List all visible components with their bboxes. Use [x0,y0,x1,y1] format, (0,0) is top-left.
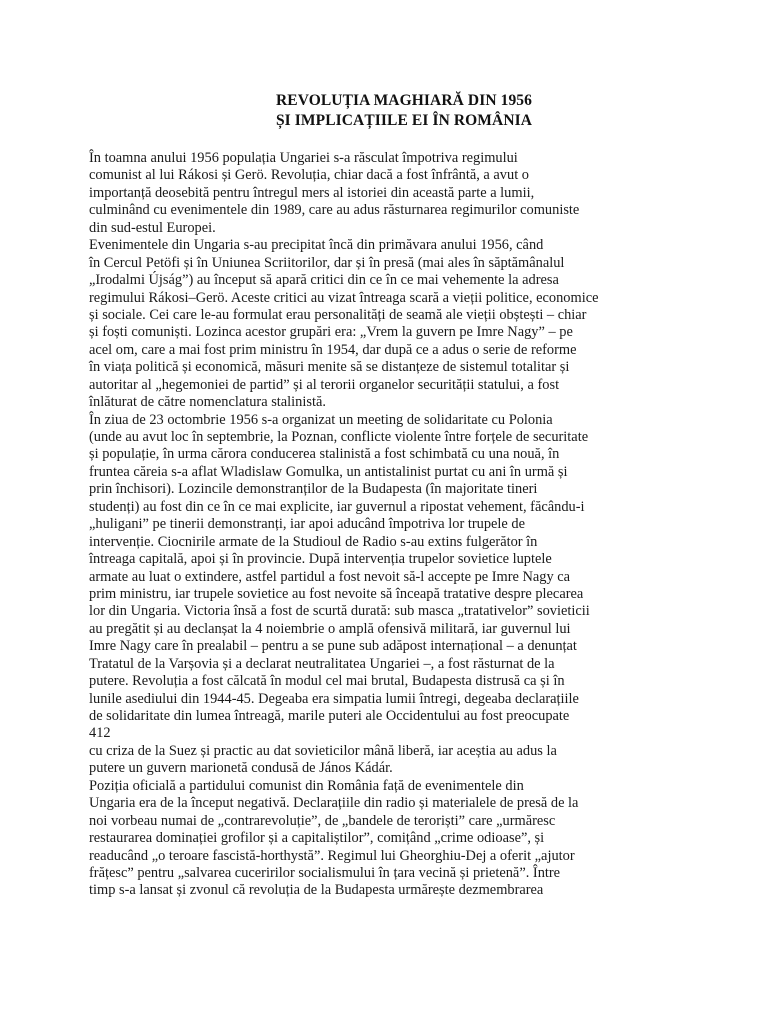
text-line: Ungaria era de la început negativă. Declarațiile din radio și materialele de presă de la [89,795,579,812]
document-body [89,150,729,900]
text-line: în viața politică și economică, măsuri menite să se distanțeze de sistemul totalitar și [89,359,570,376]
text-line: studenți) au fost din ce în ce mai explicite, iar guvernul a ripostat vehement, făcându-i [89,498,585,515]
text-line: Imre Nagy care în prealabil – pentru a se pune sub adăpost internațional – a denunțat [89,638,577,655]
text-line: timp s-a lansat și zvonul că revoluția de la Budapesta urmărește dezmembrarea [89,882,544,899]
text-line: și foști comuniști. Lozinca acestor grupări era: „Vrem la guvern pe Imre Nagy” – pe [89,324,573,341]
text-line: de solidaritate din lumea întreagă, marile puteri ale Occidentului au fost preocupate [89,708,570,724]
text-line: readucând „o teroare fascistă-horthystă”. Regimul lui Gheorghiu-Dej a oferit „ajutor [89,847,575,864]
text-line: „Irodalmi Újság”) au început să apară critici din ce în ce mai vehemente la adresa [89,272,559,289]
text-line: armate au luat o extindere, astfel partidul a fost nevoit să-l accepte pe Imre Nagy ca [89,568,571,585]
text-line: Evenimentele din Ungaria s-au precipitat încă din primăvara anului 1956, când [89,237,544,254]
text-line: din sud-estul Europei. [89,219,216,236]
text-line: regimului Rákosi–Gerö. Aceste critici au vizat întreaga scară a vieții politice, economice [89,289,599,306]
text-line: au pregătit și au declanșat la 4 noiembrie o amplă ofensivă militară, iar guvernul lui [89,620,571,637]
text-line: prin închisori). Lozincile demonstranților de la Budapesta (în majoritate tineri [89,481,538,498]
document-title-line-2: ȘI IMPLICAȚIILE EI ÎN ROMÂNIA [275,112,533,129]
text-line: intervenție. Ciocnirile armate de la Studioul de Radio s-au extins fulgerător în [89,533,538,550]
text-line: putere un guvern marionetă condusă de János Kádár. [89,760,393,777]
text-line: comunist al lui Rákosi și Gerö. Revoluția, chiar dacă a fost înfrântă, a avut o [89,167,529,184]
page-number: 412 [89,725,111,742]
text-line: culminând cu evenimentele din 1989, care au adus răsturnarea regimurilor comuniste [89,202,580,219]
text-line: restaurarea dominației grofilor și a capitaliștilor”, comițând „crime odioase”, și [89,830,545,847]
text-line: Tratatul de la Varșovia și a declarat neutralitatea Ungariei –, a fost răsturnat de la [89,655,555,672]
text-line: În ziua de 23 octombrie 1956 s-a organizat un meeting de solidaritate cu Polonia [89,411,553,428]
text-line: Poziția oficială a partidului comunist din România față de evenimentele din [89,777,524,794]
text-line: înlăturat de către nomenclatura stalinistă. [89,394,326,411]
document-title-line-1: REVOLUȚIA MAGHIARĂ DIN 1956 [275,92,532,109]
text-line: fruntea căreia s-a aflat Wladislaw Gomulka, un antistalinist purtat cu ani în urmă și [89,463,568,480]
text-line: prim ministru, iar trupele sovietice au fost nevoite să înceapă tratative despre plecarea [89,585,584,602]
text-line: (unde au avut loc în septembrie, la Poznan, conflicte violente între forțele de securitate [89,429,589,445]
text-line: autoritar al „hegemoniei de partid” și al terorii organelor securității statului, a fost [89,376,560,393]
text-line: lor din Ungaria. Victoria însă a fost de scurtă durată: sub masca „tratativelor” sovieticii [89,603,590,620]
text-line: lunile asediului din 1944-45. Degeaba era simpatia lumii întregi, degeaba declarațiile [89,690,579,707]
text-line: noi vorbeau numai de „contrarevoluție”, de „bandele de teroriști” care „urmăresc [89,812,556,829]
text-line: și populație, în urma cărora conducerea stalinistă a fost schimbată cu una nouă, în [89,446,560,463]
text-line: putere. Revoluția a fost călcată în modul cel mai brutal, Budapesta distrusă ca și în [89,673,565,690]
text-line: „huligani” pe tinerii demonstranți, iar apoi aducând împotriva lor trupele de [89,516,525,533]
text-line: acel om, care a mai fost prim ministru în 1954, dar după ce a adus o serie de reforme [89,341,577,358]
text-line: în Cercul Petöfi și în Uniunea Scriitorilor, dar și în presă (mai ales în săptămânalul [89,254,565,271]
text-line: și sociale. Cei care le-au formulat erau personalități de seamă ale vieții obștești – chiar [89,306,587,323]
text-line: cu criza de la Suez și practic au dat sovieticilor mână liberă, iar aceștia au adus la [89,742,557,759]
text-line: frățesc” pentru „salvarea cuceririlor socialismului în țara vecină și prietenă”. Între [89,864,561,881]
text-line: În toamna anului 1956 populația Ungariei s-a răsculat împotriva regimului [89,150,518,166]
text-line: importanță deosebită pentru întregul mers al istoriei din această parte a lumii, [89,184,535,201]
text-line: întreaga capitală, apoi și în provincie. După intervenția trupelor sovietice luptele [89,551,552,568]
